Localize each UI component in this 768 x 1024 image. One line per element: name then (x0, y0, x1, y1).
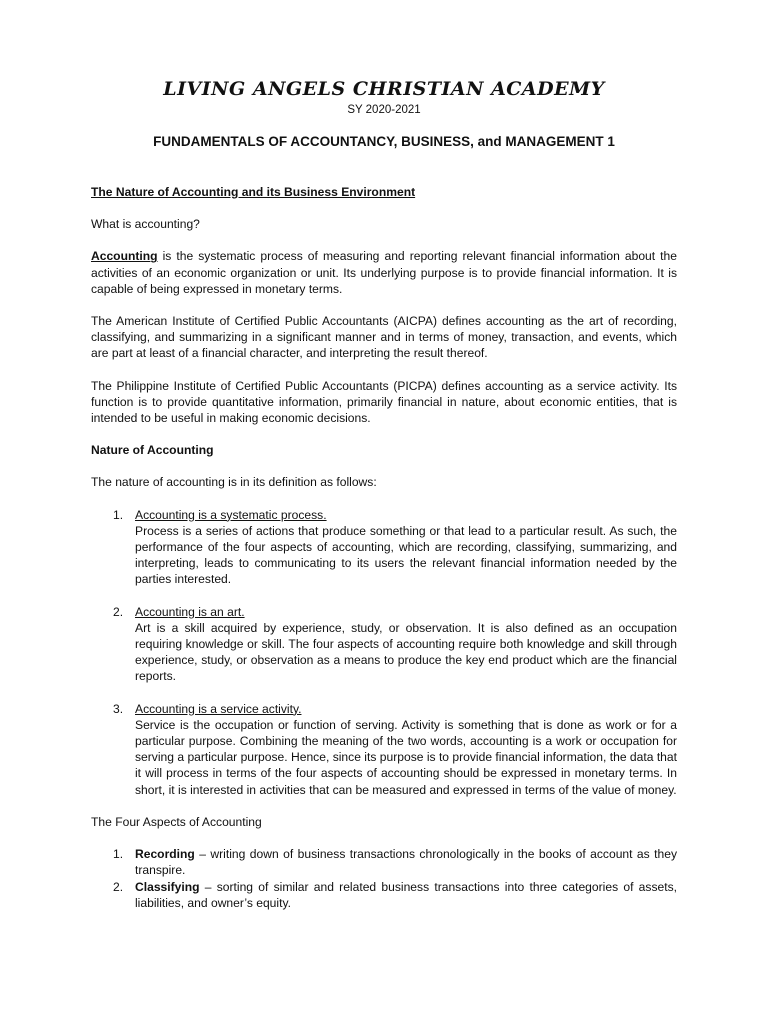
item-title: Accounting is a systematic process. (135, 507, 327, 522)
aspect-term: Classifying (135, 879, 200, 894)
item-title: Accounting is an art. (135, 604, 245, 619)
nature-list (91, 507, 677, 798)
list-item (91, 507, 677, 588)
question: What is accounting? (91, 217, 200, 232)
aspect-text: – sorting of similar and related business transactions into three categories of assets, liabilities, and owner’s equity. (135, 879, 677, 910)
aicpa-paragraph: The American Institute of Certified Public Accountants (AICPA) defines accounting as the art of recording, classifying, and summarizing in a significant manner and in terms of money, transaction, and events, which are part at least of a financial character, and interpreting the result thereof. (91, 314, 677, 361)
nature-heading: Nature of Accounting (91, 443, 214, 458)
document-body (91, 184, 677, 911)
item-number: 1. (113, 507, 124, 522)
item-number: 2. (113, 604, 124, 619)
school-name: LIVING ANGELS CHRISTIAN ACADEMY (163, 78, 605, 100)
aspect-text: – writing down of business transactions chronologically in the books of account as they transpire. (135, 847, 677, 878)
aspect-term: Recording (135, 847, 195, 862)
definition-term: Accounting (91, 249, 158, 264)
picpa-paragraph: The Philippine Institute of Certified Public Accountants (PICPA) defines accounting as a service activity. Its function is to provide quantitative information, primarily financial in nature, about economic entities, that is intended to be useful in making economic decisions. (91, 378, 677, 426)
aspects-heading: The Four Aspects of Accounting (91, 814, 262, 829)
list-item (91, 846, 677, 878)
definition-text: is the systematic process of measuring and reporting relevant financial information about the activities of an economic organization or unit. Its underlying purpose is to provide financial information. It is capable of being expressed in monetary terms. (91, 249, 677, 296)
item-text (135, 879, 677, 911)
school-year: SY 2020-2021 (347, 104, 421, 116)
item-text: Art is a skill acquired by experience, study, or observation. It is also defined as an occupation requiring knowledge or skill. The four aspects of accounting require both knowledge and skill through experience, study, or observation as a means to produce the key end product which are the financial reports. (135, 620, 677, 684)
nature-intro: The nature of accounting is in its definition as follows: (91, 475, 377, 490)
section-heading: The Nature of Accounting and its Business Environment (91, 185, 416, 199)
item-text: Process is a series of actions that produce something or that lead to a particular result. As such, the performance of the four aspects of accounting, which are recording, classifying, summarizing, and interpreting, leads to communicating to its users the relevant financial information needed by the parties interested. (135, 523, 677, 587)
list-item (91, 879, 677, 911)
item-number: 1. (113, 847, 124, 862)
item-number: 3. (113, 701, 124, 716)
course-title: FUNDAMENTALS OF ACCOUNTANCY, BUSINESS, and MANAGEMENT 1 (153, 134, 615, 149)
item-text: Service is the occupation or function of serving. Activity is something that is done as work or for a particular purpose. Combining the meaning of the two words, accounting is a work or occupation for serving a particular purpose. Hence, since its purpose is to provide financial information, the data that it will process in terms of the four aspects of accounting should be expressed in monetary terms. In short, it is interested in activities that can be measured and expressed in terms of the value of money. (135, 717, 677, 797)
aspects-list (91, 846, 677, 911)
item-text (135, 846, 677, 878)
item-title: Accounting is a service activity. (135, 701, 302, 716)
definition-paragraph (91, 248, 677, 297)
list-item (91, 604, 677, 685)
item-number: 2. (113, 879, 124, 894)
list-item (91, 701, 677, 798)
